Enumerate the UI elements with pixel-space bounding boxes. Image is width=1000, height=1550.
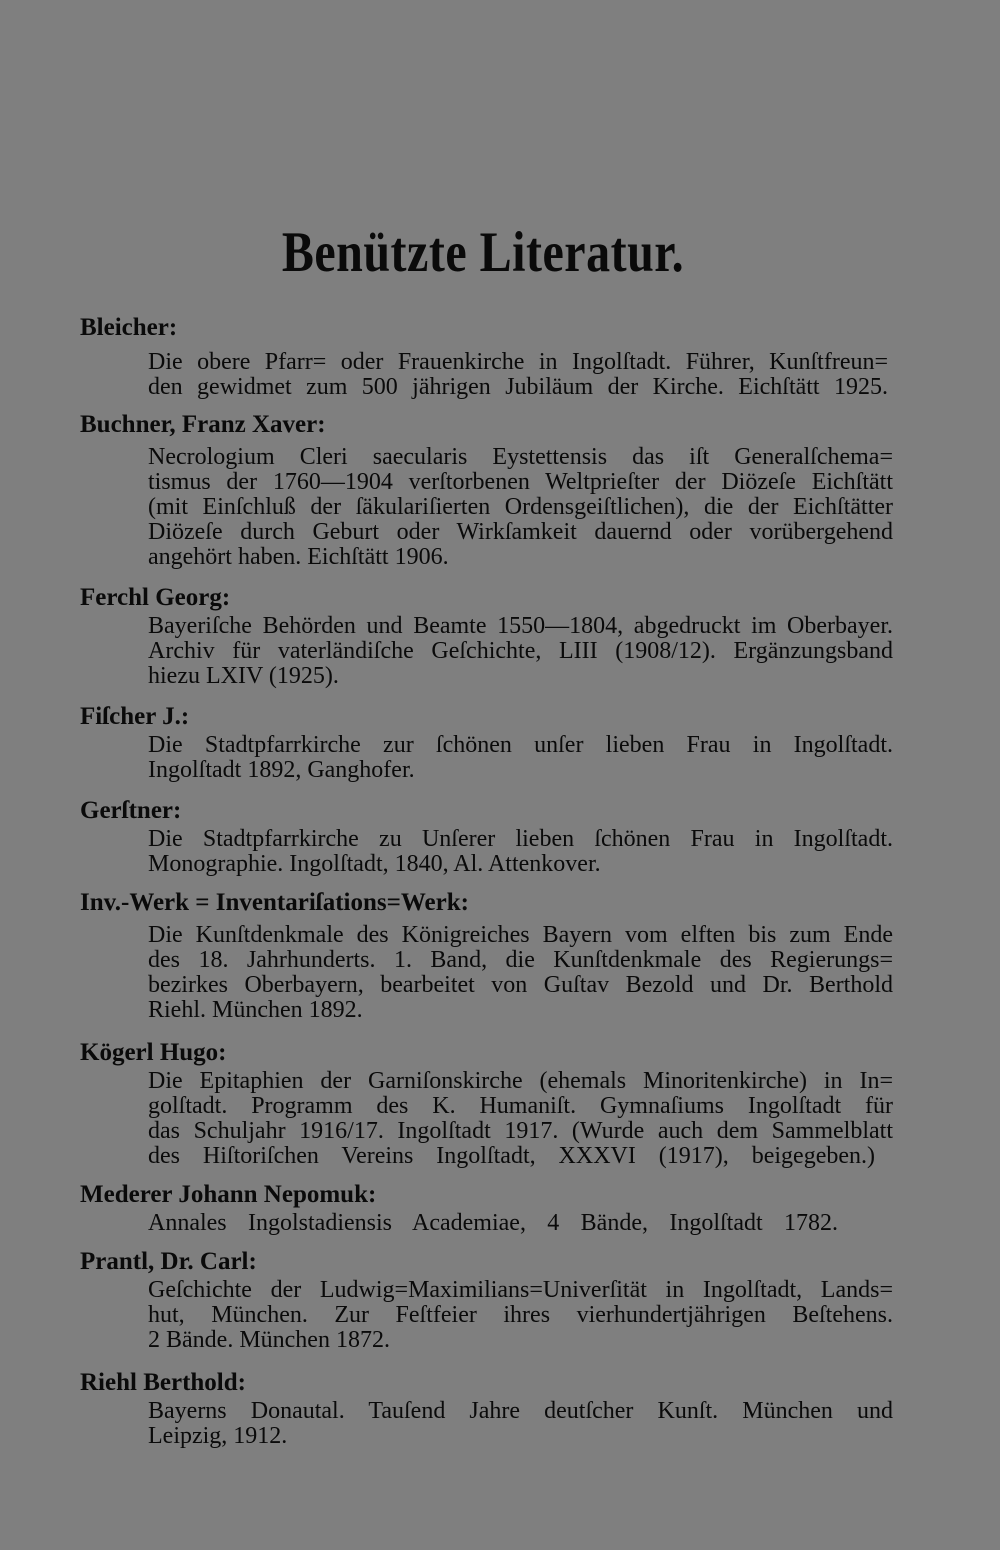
entry-line: Bayeriſche Behörden und Beamte 1550—1804, abgedruckt im Oberbayer. [148, 613, 893, 639]
entry-line: hiezu LXIV (1925). [148, 663, 339, 689]
entry-line: Archiv für vaterländiſche Geſchichte, LIII (1908/12). Ergänzungsband [148, 638, 893, 664]
entry-line: des Hiſtoriſchen Vereins Ingolſtadt, XXXVI (1917), beigegeben.) [148, 1143, 875, 1169]
entry-author: Kögerl Hugo: [80, 1039, 227, 1066]
entry-body [0, 1399, 1000, 1449]
bibliography-entry [0, 314, 1000, 400]
entry-line: den gewidmet zum 500 jährigen Jubiläum der Kirche. Eichſtätt 1925. [148, 374, 888, 400]
bibliography-entry [0, 1181, 1000, 1236]
entry-author: Ferchl Georg: [80, 584, 231, 611]
entry-line: golſtadt. Programm des K. Humaniſt. Gymnaſiums Ingolſtadt für [148, 1093, 893, 1119]
entry-author: Gerſtner: [80, 797, 182, 824]
entry-line: Monographie. Ingolſtadt, 1840, Al. Attenkover. [148, 851, 601, 877]
bibliography-entry [0, 584, 1000, 689]
bibliography-entry [0, 797, 1000, 877]
entry-line: das Schuljahr 1916/17. Ingolſtadt 1917. (Wurde auch dem Sammelblatt [148, 1118, 893, 1144]
entry-line: hut, München. Zur Feſtfeier ihres vierhundertjährigen Beſtehens. [148, 1302, 893, 1328]
bibliography-entry [0, 411, 1000, 570]
entry-line: Annales Ingolstadiensis Academiae, 4 Bände, Ingolſtadt 1782. [148, 1210, 838, 1236]
bibliography-entry [0, 703, 1000, 783]
bibliography-entry [0, 1039, 1000, 1169]
entry-author: Prantl, Dr. Carl: [80, 1248, 257, 1275]
entry-body [0, 827, 1000, 877]
entry-line: Riehl. München 1892. [148, 997, 363, 1023]
bibliography-entry [0, 1248, 1000, 1353]
entry-line: Die Epitaphien der Garniſonskirche (ehemals Minoritenkirche) in In= [148, 1068, 893, 1094]
page-title: Benützte Literatur. [281, 220, 685, 285]
entry-line: Necrologium Cleri saecularis Eystettensis das iſt Generalſchema= [148, 444, 893, 470]
entry-line: Leipzig, 1912. [148, 1423, 288, 1449]
entry-line: (mit Einſchluß der ſäkulariſierten Ordensgeiſtlichen), die der Eichſtätter [148, 494, 893, 520]
entry-body [0, 1069, 1000, 1169]
bibliography-entry [0, 1369, 1000, 1449]
entry-author: Buchner, Franz Xaver: [80, 411, 326, 438]
entry-line: angehört haben. Eichſtätt 1906. [148, 544, 449, 570]
bibliography-entry [0, 889, 1000, 1023]
entry-body [0, 923, 1000, 1023]
entry-author: Riehl Berthold: [80, 1369, 246, 1396]
entry-line: des 18. Jahrhunderts. 1. Band, die Kunſtdenkmale des Regierungs= [148, 947, 893, 973]
entry-author: Fiſcher J.: [80, 703, 190, 730]
entry-line: Ingolſtadt 1892, Ganghofer. [148, 757, 415, 783]
entry-line: Diözeſe durch Geburt oder Wirkſamkeit dauernd oder vorübergehend [148, 519, 893, 545]
entry-line: tismus der 1760—1904 verſtorbenen Weltprieſter der Diözeſe Eichſtätt [148, 469, 893, 495]
entry-line: 2 Bände. München 1872. [148, 1327, 390, 1353]
entry-line: Die obere Pfarr= oder Frauenkirche in Ingolſtadt. Führer, Kunſtfreun= [148, 349, 888, 375]
entry-body [0, 1211, 1000, 1236]
entry-line: Die Stadtpfarrkirche zu Unſerer lieben ſchönen Frau in Ingolſtadt. [148, 826, 893, 852]
entry-body [0, 1278, 1000, 1353]
entry-line: Die Kunſtdenkmale des Königreiches Bayern vom elften bis zum Ende [148, 922, 893, 948]
entry-line: Die Stadtpfarrkirche zur ſchönen unſer lieben Frau in Ingolſtadt. [148, 732, 893, 758]
entry-line: Geſchichte der Ludwig=Maximilians=Univerſität in Ingolſtadt, Lands= [148, 1277, 893, 1303]
entry-line: Bayerns Donautal. Tauſend Jahre deutſcher Kunſt. München und [148, 1398, 893, 1424]
entry-body [0, 350, 1000, 400]
entry-line: bezirkes Oberbayern, bearbeitet von Guſtav Bezold und Dr. Berthold [148, 972, 893, 998]
entry-body [0, 733, 1000, 783]
entry-body [0, 614, 1000, 689]
entry-author: Mederer Johann Nepomuk: [80, 1181, 377, 1208]
entry-body [0, 445, 1000, 570]
entry-author: Inv.-Werk = Inventariſations=Werk: [80, 889, 469, 916]
entry-author: Bleicher: [80, 314, 178, 341]
